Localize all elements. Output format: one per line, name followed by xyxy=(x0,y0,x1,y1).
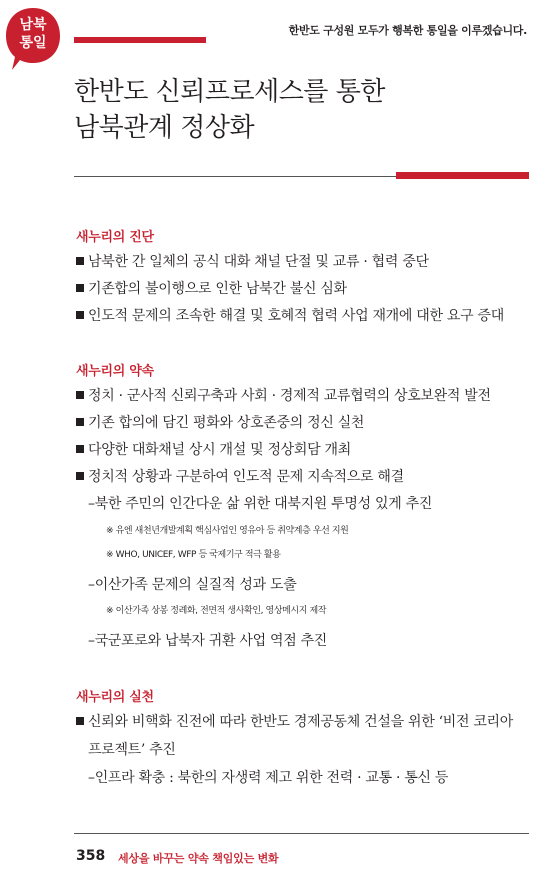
sub-item: –인프라 확충 : 북한의 자생력 제고 위한 전력 · 교통 · 통신 등 xyxy=(88,770,449,786)
title-line-1: 한반도 신뢰프로세스를 통한 xyxy=(74,77,385,107)
list-item: 남북한 간 일체의 공식 대화 채널 단절 및 교류 · 협력 중단 xyxy=(76,252,429,272)
sub-item: –국군포로와 납북자 귀환 사업 역점 추진 xyxy=(88,633,328,649)
badge-text: 남북 통일 xyxy=(19,17,47,51)
section-heading-diagnosis: 새누리의 진단 xyxy=(76,230,154,245)
header-red-bar xyxy=(74,37,206,43)
bullet-square-icon xyxy=(76,257,84,265)
bullet-square-icon xyxy=(76,418,84,426)
note: ※ 유엔 새천년개발계획 핵심사업인 영유아 등 취약계층 우선 지원 xyxy=(106,526,349,536)
list-item: 인도적 문제의 조속한 해결 및 호혜적 협력 사업 재개에 대한 요구 증대 xyxy=(76,306,504,326)
list-item: 정치적 상황과 구분하여 인도적 문제 지속적으로 해결 xyxy=(76,467,404,487)
title-line-2: 남북관계 정상화 xyxy=(74,113,255,143)
section-heading-practice: 새누리의 실천 xyxy=(76,690,154,705)
sub-item: –이산가족 문제의 실질적 성과 도출 xyxy=(88,577,297,593)
list-item: 기존합의 불이행으로 인한 남북간 불신 심화 xyxy=(76,279,347,299)
list-item: 정치 · 군사적 신뢰구축과 사회 · 경제적 교류협력의 상호보완적 발전 xyxy=(76,386,491,406)
bullet-square-icon xyxy=(76,717,84,725)
badge-label xyxy=(9,16,57,52)
footer-rule xyxy=(74,833,529,834)
section-heading-promise: 새누리의 약속 xyxy=(76,364,154,379)
bullet-square-icon xyxy=(76,472,84,480)
page-number: 358 xyxy=(76,848,106,864)
note: ※ 이산가족 상봉 정례화, 전면적 생사확인, 영상메시지 제작 xyxy=(106,606,327,616)
bullet-square-icon xyxy=(76,311,84,319)
bullet-square-icon xyxy=(76,284,84,292)
header-slogan: 한반도 구성원 모두가 행복한 통일을 이루겠습니다. xyxy=(288,24,527,37)
page-title xyxy=(74,74,385,146)
bullet-square-icon xyxy=(76,391,84,399)
bullet-square-icon xyxy=(76,445,84,453)
note: ※ WHO, UNICEF, WFP 등 국제기구 적극 활용 xyxy=(106,550,281,560)
title-red-bar xyxy=(396,172,529,179)
sub-item: –북한 주민의 인간다운 삶 위한 대북지원 투명성 있게 추진 xyxy=(88,496,433,512)
list-item: 신뢰와 비핵화 진전에 따라 한반도 경제공동체 건설을 위한 ‘비전 코리아 xyxy=(76,712,513,732)
footer-title: 세상을 바꾸는 약속 책임있는 변화 xyxy=(118,852,279,865)
list-item: 다양한 대화채널 상시 개설 및 정상회담 개최 xyxy=(76,440,351,460)
list-item: 기존 합의에 담긴 평화와 상호존중의 정신 실천 xyxy=(76,413,364,433)
list-item-continuation: 프로젝트’ 추진 xyxy=(88,742,176,758)
